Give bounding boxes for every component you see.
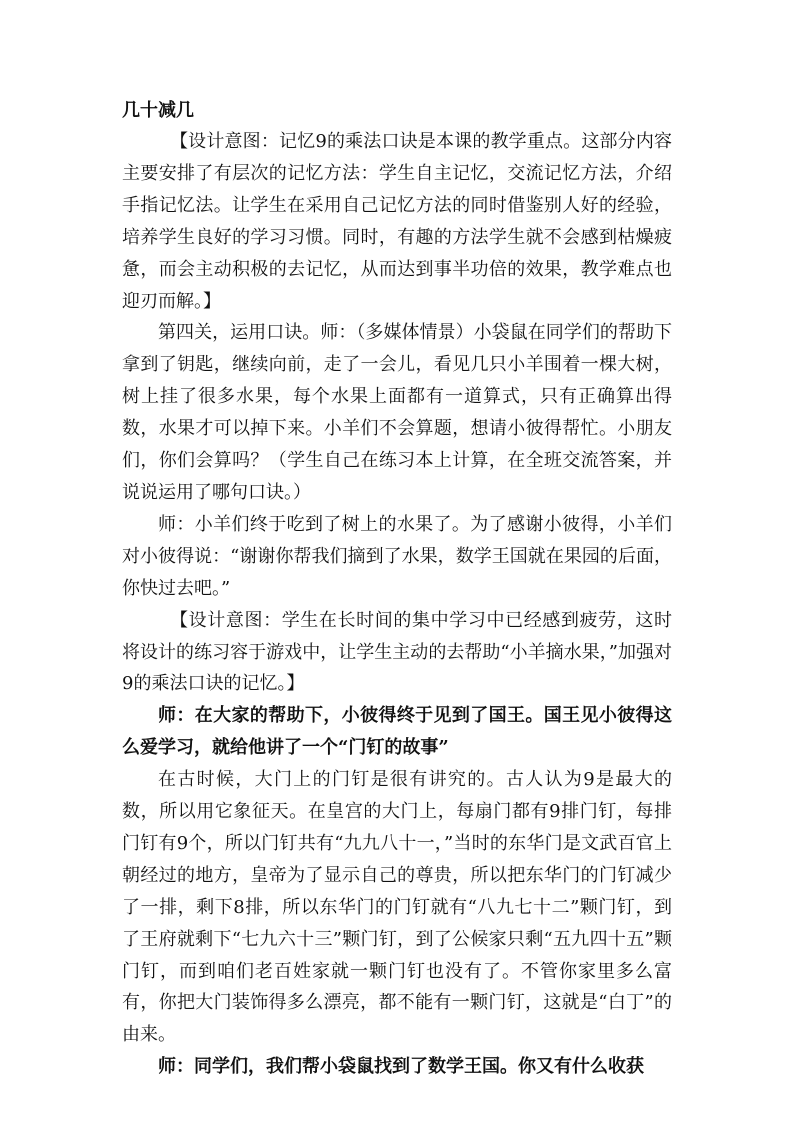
teacher-bold-paragraph-2: 师：同学们，我们帮小袋鼠找到了数学王国。你又有什么收获 [158, 1056, 644, 1078]
door-nail-story-paragraph: 在古时候，大门上的门钉是很有讲究的。古人认为9是最大的数，所以用它象征天。在皇宫的大门上，每扇门都有9排门钉，每排门钉有9个，所以门钉共有“九九八十一，”当时的东华门是文武百官上朝经过的地方，皇帝为了显示自己的尊贵，所以把东华门的门钉减少了一排，剩下8排，所以东华门的门钉就有“八九七十二”颗门钉，到了王府就剩下“七九六十三”颗门钉，到了公候家只剩“五九四十五”颗门钉，而到咱们老百姓家就一颗门钉也没有了。不管你家里多么富有，你把大门装饰得多么漂亮，都不能有一颗门钉，这就是“白丁”的由来。 [122, 769, 672, 1046]
design-intent-paragraph-2: 【设计意图：学生在长时间的集中学习中已经感到疲劳，这时将设计的练习容于游戏中，让学生主动的去帮助“小羊摘水果，”加强对9的乘法口诀的记忆。】 [122, 609, 672, 695]
document-title: 几十减几 [122, 100, 194, 121]
level-four-paragraph: 第四关，运用口诀。师：（多媒体情景）小袋鼠在同学们的帮助下拿到了钥匙，继续向前，走了一会儿，看见几只小羊围着一棵大树，树上挂了很多水果，每个水果上面都有一道算式，只有正确算出得数，水果才可以掉下来。小羊们不会算题，想请小彼得帮忙。小朋友们，你们会算吗？（学生自己在练习本上计算，在全班交流答案，并说说运用了哪句口诀。） [122, 322, 672, 503]
design-intent-paragraph-1: 【设计意图：记忆9的乘法口诀是本课的教学重点。这部分内容主要安排了有层次的记忆方法：学生自主记忆，交流记忆方法，介绍手指记忆法。让学生在采用自己记忆方法的同时借鉴别人好的经验，培养学生良好的学习习惯。同时，有趣的方法学生就不会感到枯燥疲惫，而会主动积极的去记忆，从而达到事半功倍的效果，教学难点也迎刃而解。】 [122, 131, 672, 312]
teacher-dialogue-paragraph: 师：小羊们终于吃到了树上的水果了。为了感谢小彼得，小羊们对小彼得说：“谢谢你帮我们摘到了水果，数学王国就在果园的后面，你快过去吧。” [122, 513, 672, 599]
teacher-bold-paragraph-1: 师：在大家的帮助下，小彼得终于见到了国王。国王见小彼得这么爱学习，就给他讲了一个“门钉的故事” [122, 705, 672, 759]
document-page [122, 96, 672, 1083]
